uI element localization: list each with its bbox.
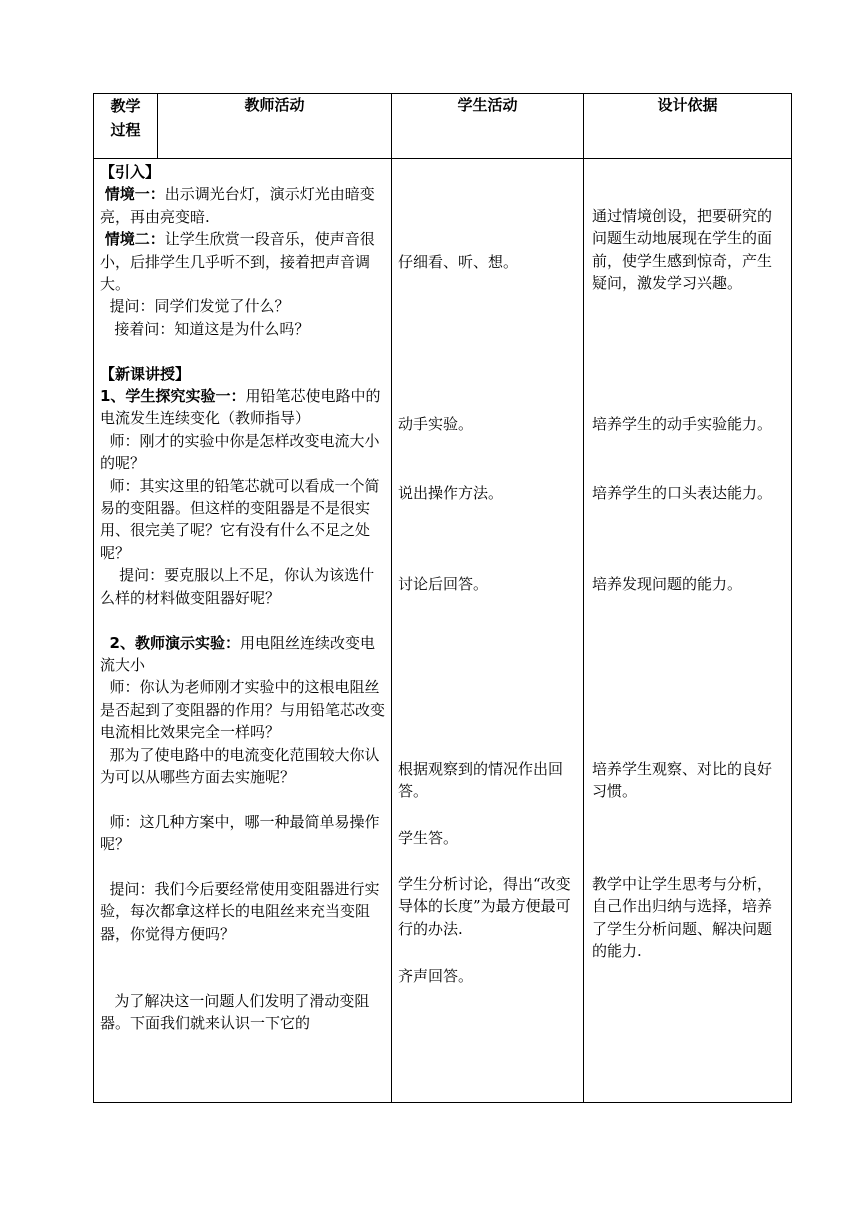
design-d2: 培养学生的动手实验能力。 — [592, 415, 773, 433]
teacher-activity-content — [94, 159, 391, 1037]
new-lesson-heading: 【新课讲授】 — [100, 364, 191, 383]
content-row — [94, 159, 792, 1103]
header-teacher-activity: 教师活动 — [158, 94, 392, 159]
student-s2: 动手实验。 — [398, 415, 474, 433]
header-process-line2: 过程 — [110, 121, 141, 139]
teacher-activity-cell — [94, 159, 392, 1103]
student-s4: 讨论后回答。 — [398, 575, 489, 593]
experiment2-question3: 师：这几种方案中，哪一种最简单易操作呢？ — [100, 812, 380, 854]
experiment1 — [100, 385, 385, 430]
scene1-label: 情境一： — [104, 185, 165, 204]
question2: 接着问：知道这是为什么吗？ — [114, 319, 310, 338]
experiment1-text: 用铅笔芯使电路中的电流发生连续变化（教师指导） — [100, 387, 381, 428]
experiment2-question4: 提问：我们今后要经常使用变阻器进行实验，每次都拿这样长的电阻丝来充当变阻器，你觉得方便吗？ — [100, 879, 380, 943]
design-basis-content — [584, 159, 791, 1102]
header-student-activity: 学生活动 — [392, 94, 584, 159]
experiment1-question2: 师：其实这里的铅笔芯就可以看成一个简易的变阻器。但这样的变阻器是不是很实用、很完美了呢？它有没有什么不足之处呢？ — [100, 476, 380, 562]
header-process-line1: 教学 — [110, 97, 141, 115]
experiment2-text: 用电阻丝连续改变电流大小 — [100, 633, 376, 674]
closing-text: 为了解决这一问题人们发明了滑动变阻器。下面我们就来认识一下它的 — [100, 991, 370, 1033]
experiment2-label: 2、教师演示实验： — [109, 633, 240, 652]
student-activity-content — [392, 159, 583, 1102]
scene2-text: 让学生欣赏一段音乐，使声音很小，后排学生几乎听不到，接着把声音调大。 — [100, 230, 375, 294]
design-d4: 培养发现问题的能力。 — [592, 575, 743, 593]
design-d1: 通过情境创设，把要研究的问题生动地展现在学生的面前，使学生感到惊奇，产生疑问，激发学习兴趣。 — [592, 207, 773, 293]
student-s7: 学生分析讨论，得出“改变导体的长度”为最方便最可行的办法. — [398, 875, 571, 938]
experiment1-question3: 提问：要克服以上不足，你认为该选什么样的材料做变阻器好呢？ — [100, 566, 375, 607]
experiment1-label: 1、学生探究实验一： — [100, 387, 246, 406]
design-basis-cell — [584, 159, 792, 1103]
student-s3: 说出操作方法。 — [398, 484, 504, 502]
scene1-text: 出示调光台灯，演示灯光由暗变亮，再由亮变暗. — [100, 185, 375, 226]
question1: 提问：同学们发觉了什么？ — [109, 297, 290, 316]
student-activity-cell — [392, 159, 584, 1103]
design-d5: 培养学生观察、对比的良好习惯。 — [592, 760, 773, 801]
student-s1: 仔细看、听、想。 — [398, 253, 519, 271]
experiment2-question2: 那为了使电路中的电流变化范围较大你认为可以从哪些方面去实施呢？ — [100, 745, 380, 786]
student-s8: 齐声回答。 — [398, 967, 474, 985]
scene2 — [100, 228, 385, 295]
scene1 — [100, 183, 385, 228]
scene2-label: 情境二： — [104, 230, 165, 249]
intro-heading: 【引入】 — [100, 163, 161, 181]
design-d6: 教学中让学生思考与分析，自己作出归纳与选择，培养了学生分析问题、解决问题的能力. — [592, 875, 773, 961]
experiment2 — [100, 632, 385, 677]
header-row — [94, 94, 792, 159]
experiment2-question1: 师：你认为老师刚才实验中的这根电阻丝是否起到了变阻器的作用？与用铅笔芯改变电流相比效果完全一样吗？ — [100, 678, 386, 742]
student-s5: 根据观察到的情况作出回答。 — [398, 760, 564, 801]
header-process — [94, 94, 158, 159]
header-design-basis: 设计依据 — [584, 94, 792, 159]
experiment1-question1: 师：刚才的实验中你是怎样改变电流大小的呢？ — [100, 431, 380, 473]
design-d3: 培养学生的口头表达能力。 — [592, 484, 773, 502]
student-s6: 学生答。 — [398, 829, 459, 847]
lesson-plan-table — [93, 93, 792, 1103]
